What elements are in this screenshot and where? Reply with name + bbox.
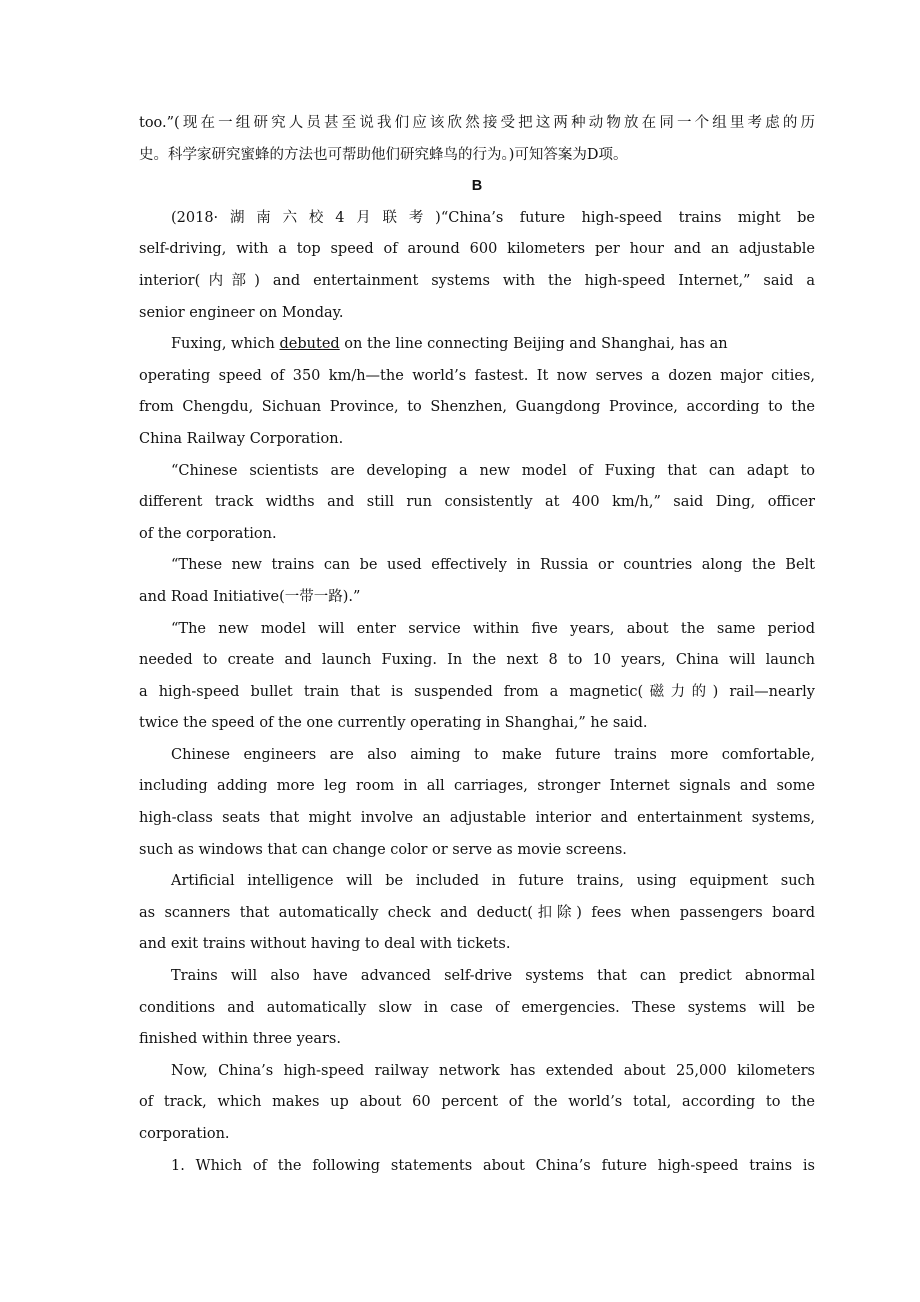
intro-line-2: 史。科学家研究蜜蜂的方法也可帮助他们研究蜂鸟的行为。)可知答案为D项。	[139, 146, 628, 163]
paragraph-2-line: operating speed of 350 km/h—the world’s fastest. It now serves a dozen major cities,	[139, 367, 815, 384]
paragraph-3-line: of the corporation.	[139, 525, 277, 542]
paragraph-9-line: of track, which makes up about 60 percent of the world’s total, according to the	[139, 1094, 815, 1111]
paragraph-8-line: conditions and automatically slow in case of emergencies. These systems will be	[139, 999, 815, 1016]
paragraph-3-line: different track widths and still run consistently at 400 km/h,” said Ding, officer	[139, 494, 815, 511]
paragraph-4-line: “These new trains can be used effectively in Russia or countries along the Belt	[171, 557, 815, 574]
paragraph-2-prefix: Fuxing, which	[171, 336, 280, 353]
paragraph-9-line: corporation.	[139, 1126, 230, 1142]
paragraph-3-line: “Chinese scientists are developing a new model of Fuxing that can adapt to	[171, 462, 815, 479]
paragraph-1-line: interior(内部) and entertainment systems with the high-speed Internet,” said a	[139, 272, 815, 289]
paragraph-2-line: China Railway Corporation.	[139, 430, 344, 447]
paragraph-1-line: (2018·湖南六校4月联考)“China’s future high-speed trains might be	[171, 209, 815, 226]
document-page	[139, 108, 815, 1182]
paragraph-5-line: needed to create and launch Fuxing. In the next 8 to 10 years, China will launch	[139, 652, 815, 669]
paragraph-6-line: including adding more leg room in all carriages, stronger Internet signals and some	[139, 778, 815, 795]
paragraph-2-suffix: on the line connecting Beijing and Shanghai, has an	[339, 336, 728, 353]
paragraph-5-line: a high-speed bullet train that is suspended from a magnetic(磁力的) rail—nearly	[139, 683, 815, 700]
paragraph-8-line: finished within three years.	[139, 1031, 341, 1048]
underlined-word-debuted: debuted	[279, 336, 340, 353]
paragraph-1-line: self-driving, with a top speed of around 600 kilometers per hour and an adjustable	[139, 241, 815, 258]
paragraph-2-line: from Chengdu, Sichuan Province, to Shenzhen, Guangdong Province, according to the	[139, 399, 815, 416]
paragraph-2-first-line	[139, 329, 815, 361]
paragraph-5-line: “The new model will enter service within five years, about the same period	[171, 620, 815, 637]
paragraph-9-line: Now, China’s high-speed railway network has extended about 25,000 kilometers	[171, 1062, 815, 1079]
section-label: B	[471, 178, 483, 195]
paragraph-7-line: Artificial intelligence will be included in future trains, using equipment such	[171, 873, 815, 890]
intro-line-1: too.”(现在一组研究人员甚至说我们应该欣然接受把这两种动物放在同一个组里考虑的历	[139, 115, 815, 131]
paragraph-4-line: and Road Initiative(一带一路).”	[139, 588, 361, 605]
paragraph-7-line: as scanners that automatically check and deduct(扣除) fees when passengers board	[139, 904, 815, 921]
paragraph-5-line: twice the speed of the one currently operating in Shanghai,” he said.	[139, 715, 648, 732]
paragraph-6-line: high-class seats that might involve an adjustable interior and entertainment systems,	[139, 810, 815, 827]
paragraph-7-line: and exit trains without having to deal with tickets.	[139, 936, 511, 953]
paragraph-8-line: Trains will also have advanced self-drive systems that can predict abnormal	[171, 968, 815, 985]
paragraph-6-line: Chinese engineers are also aiming to make future trains more comfortable,	[171, 746, 815, 763]
paragraph-1-line: senior engineer on Monday.	[139, 304, 344, 321]
paragraph-6-line: such as windows that can change color or serve as movie screens.	[139, 841, 627, 858]
question-1-stem: 1. Which of the following statements about China’s future high-speed trains is	[171, 1157, 815, 1174]
